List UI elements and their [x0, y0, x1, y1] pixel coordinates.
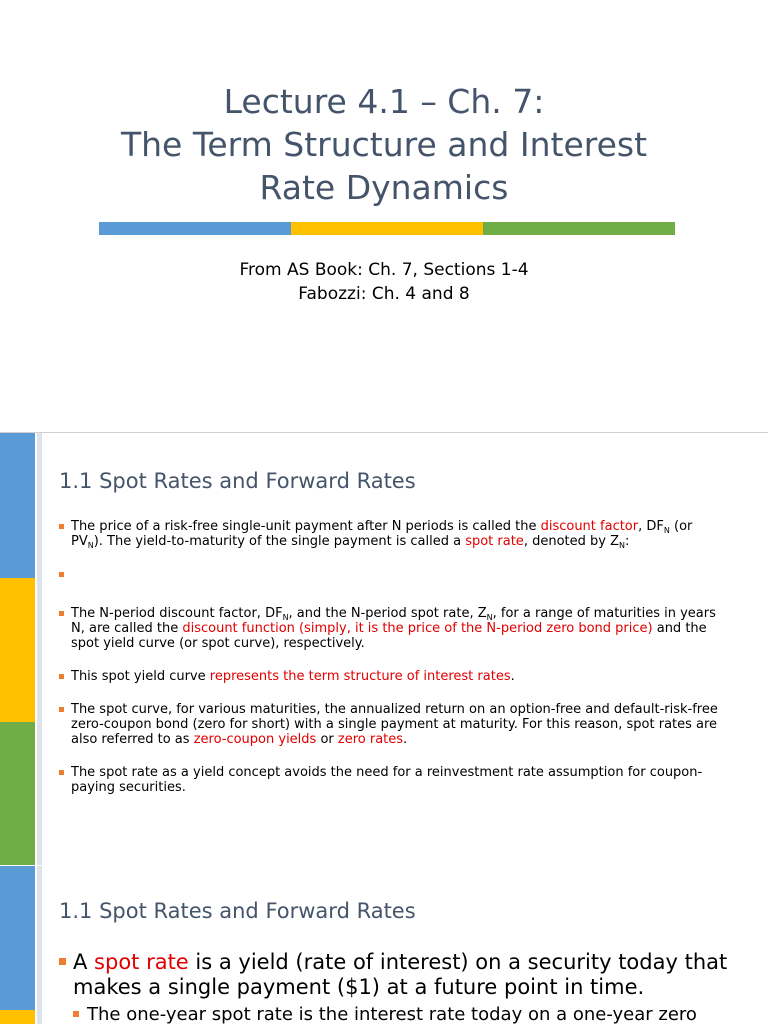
subtitle-line-1: From AS Book: Ch. 7, Sections 1-4: [239, 260, 529, 280]
color-bar-blue: [99, 222, 291, 235]
content-slide-2: [0, 866, 768, 1024]
side-bar-yellow: [0, 1010, 35, 1024]
subtitle-line-2: Fabozzi: Ch. 4 and 8: [298, 284, 470, 304]
title-line-1: Lecture 4.1 – Ch. 7:: [223, 82, 545, 121]
bullet-reinvestment: The spot rate as a yield concept avoids the need for a reinvestment rate assumption for coupon-paying securities.: [59, 765, 719, 795]
bullet-zero-coupon: The spot curve, for various maturities, the annualized return on an option-free and default-risk-free zero-coupon bond (zero for short) with a single payment at maturity. For this reason, spot rates are also referred to as zero-coupon yields or zero rates.: [59, 702, 719, 747]
bullet-list: [59, 519, 719, 813]
bullet-term-structure: This spot yield curve represents the term structure of interest rates.: [59, 669, 719, 684]
color-bar-yellow: [291, 222, 483, 235]
side-divider: [37, 866, 42, 1024]
side-bar-blue: [0, 866, 35, 1010]
side-divider: [37, 433, 42, 865]
content-slide-1: [0, 432, 768, 865]
sub-bullet-one-year: The one-year spot rate is the interest rate today on a one-year zero: [73, 1004, 759, 1024]
bullet-empty: [59, 567, 719, 582]
bullet-spot-rate: A spot rate is a yield (rate of interest) on a security today that makes a single payment ($1) at a future point in time.: [59, 950, 759, 1000]
bullet-discount-function: The N-period discount factor, $DF_N$, and the N-period spot rate, $Z_N$, for a range of maturities in years N, are called the discount function (simply, it is the price of the N-period zero bond price) and the spot yield curve (or spot curve), respectively.: [59, 606, 719, 651]
title-line-2: The Term Structure and Interest: [120, 125, 648, 164]
section-title: 1.1 Spot Rates and Forward Rates: [59, 469, 416, 493]
lecture-subtitle: [0, 258, 768, 306]
side-bar-yellow: [0, 578, 35, 722]
side-bar-blue: [0, 433, 35, 578]
bullet-list: [59, 950, 759, 1024]
color-bar-green: [483, 222, 675, 235]
title-slide: [0, 0, 768, 432]
section-title: 1.1 Spot Rates and Forward Rates: [59, 899, 416, 923]
side-bar-green: [0, 722, 35, 865]
lecture-title: [0, 80, 768, 209]
title-line-3: Rate Dynamics: [259, 168, 509, 207]
bullet-discount-factor: The price of a risk-free single-unit payment after N periods is called the discount factor, $DF_N$ (or $PV_N$). The yield-to-maturity of the single payment is called a spot rate, denoted by $Z_N$:: [59, 519, 719, 549]
